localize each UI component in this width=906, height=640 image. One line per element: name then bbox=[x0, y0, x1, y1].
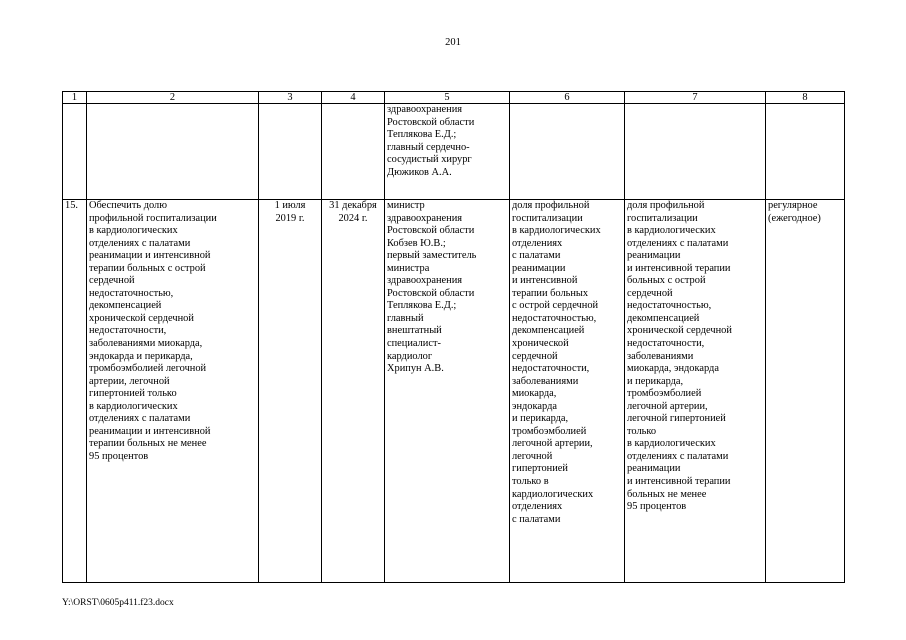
column-header: 6 bbox=[510, 92, 625, 104]
responsible-cell: здравоохранения Ростовской области Теплякова Е.Д.; главный сердечно- сосудистый хирург Дюжиков А.А. bbox=[385, 104, 510, 200]
table-row-15 bbox=[63, 200, 845, 583]
start-date-cell: 1 июля 2019 г. bbox=[259, 200, 322, 583]
result-cell: доля профильной госпитализации в кардиологических отделениях с палатами реанимации и интенсивной терапии больных с острой сердечной недостаточностью, декомпенсацией хронической сердечной недостаточности, заболеваниями миокарда, эндокарда и перикарда, тромбоэмболией легочной артерии, легочной гипертонией только в кардиологических отделениях с палатами реанимации и интенсивной терапии больных не менее 95 процентов bbox=[625, 200, 766, 583]
column-header: 4 bbox=[322, 92, 385, 104]
footer-file-path: Y:\ORST\0605p411.f23.docx bbox=[62, 598, 174, 608]
indicator-cell: доля профильной госпитализации в кардиологических отделениях с палатами реанимации и интенсивной терапии больных с острой сердечной недостаточностью, декомпенсацией хронической сердечной недостаточности, заболеваниями миокарда, эндокарда и перикарда, тромбоэмболией легочной артерии, легочной гипертонией только в кардиологических отделениях с палатами bbox=[510, 200, 625, 583]
column-number-row bbox=[63, 92, 845, 104]
column-header: 5 bbox=[385, 92, 510, 104]
page-number: 201 bbox=[445, 37, 461, 48]
table-cell bbox=[766, 104, 845, 200]
periodicity-cell: регулярное (ежегодное) bbox=[766, 200, 845, 583]
column-header: 7 bbox=[625, 92, 766, 104]
column-header: 8 bbox=[766, 92, 845, 104]
measures-table bbox=[62, 91, 845, 583]
row-number-cell: 15. bbox=[63, 200, 87, 583]
table-cell bbox=[625, 104, 766, 200]
responsible-cell: министр здравоохранения Ростовской области Кобзев Ю.В.; первый заместитель министра здравоохранения Ростовской области Теплякова Е.Д.; главный внештатный специалист- кардиолог Хрипун А.В. bbox=[385, 200, 510, 583]
table-cell bbox=[63, 104, 87, 200]
table-cell bbox=[510, 104, 625, 200]
task-cell: Обеспечить долю профильной госпитализации в кардиологических отделениях с палатами реанимации и интенсивной терапии больных с острой сердечной недостаточностью, декомпенсацией хронической сердечной недостаточности, заболеваниями миокарда, эндокарда и перикарда, тромбоэмболией легочной артерии, легочной гипертонией только в кардиологических отделениях с палатами реанимации и интенсивной терапии больных не менее 95 процентов bbox=[87, 200, 259, 583]
table-cell bbox=[259, 104, 322, 200]
table-cell bbox=[322, 104, 385, 200]
table-row-continuation bbox=[63, 104, 845, 200]
column-header: 3 bbox=[259, 92, 322, 104]
column-header: 2 bbox=[87, 92, 259, 104]
end-date-cell: 31 декабря 2024 г. bbox=[322, 200, 385, 583]
table-cell bbox=[87, 104, 259, 200]
column-header: 1 bbox=[63, 92, 87, 104]
